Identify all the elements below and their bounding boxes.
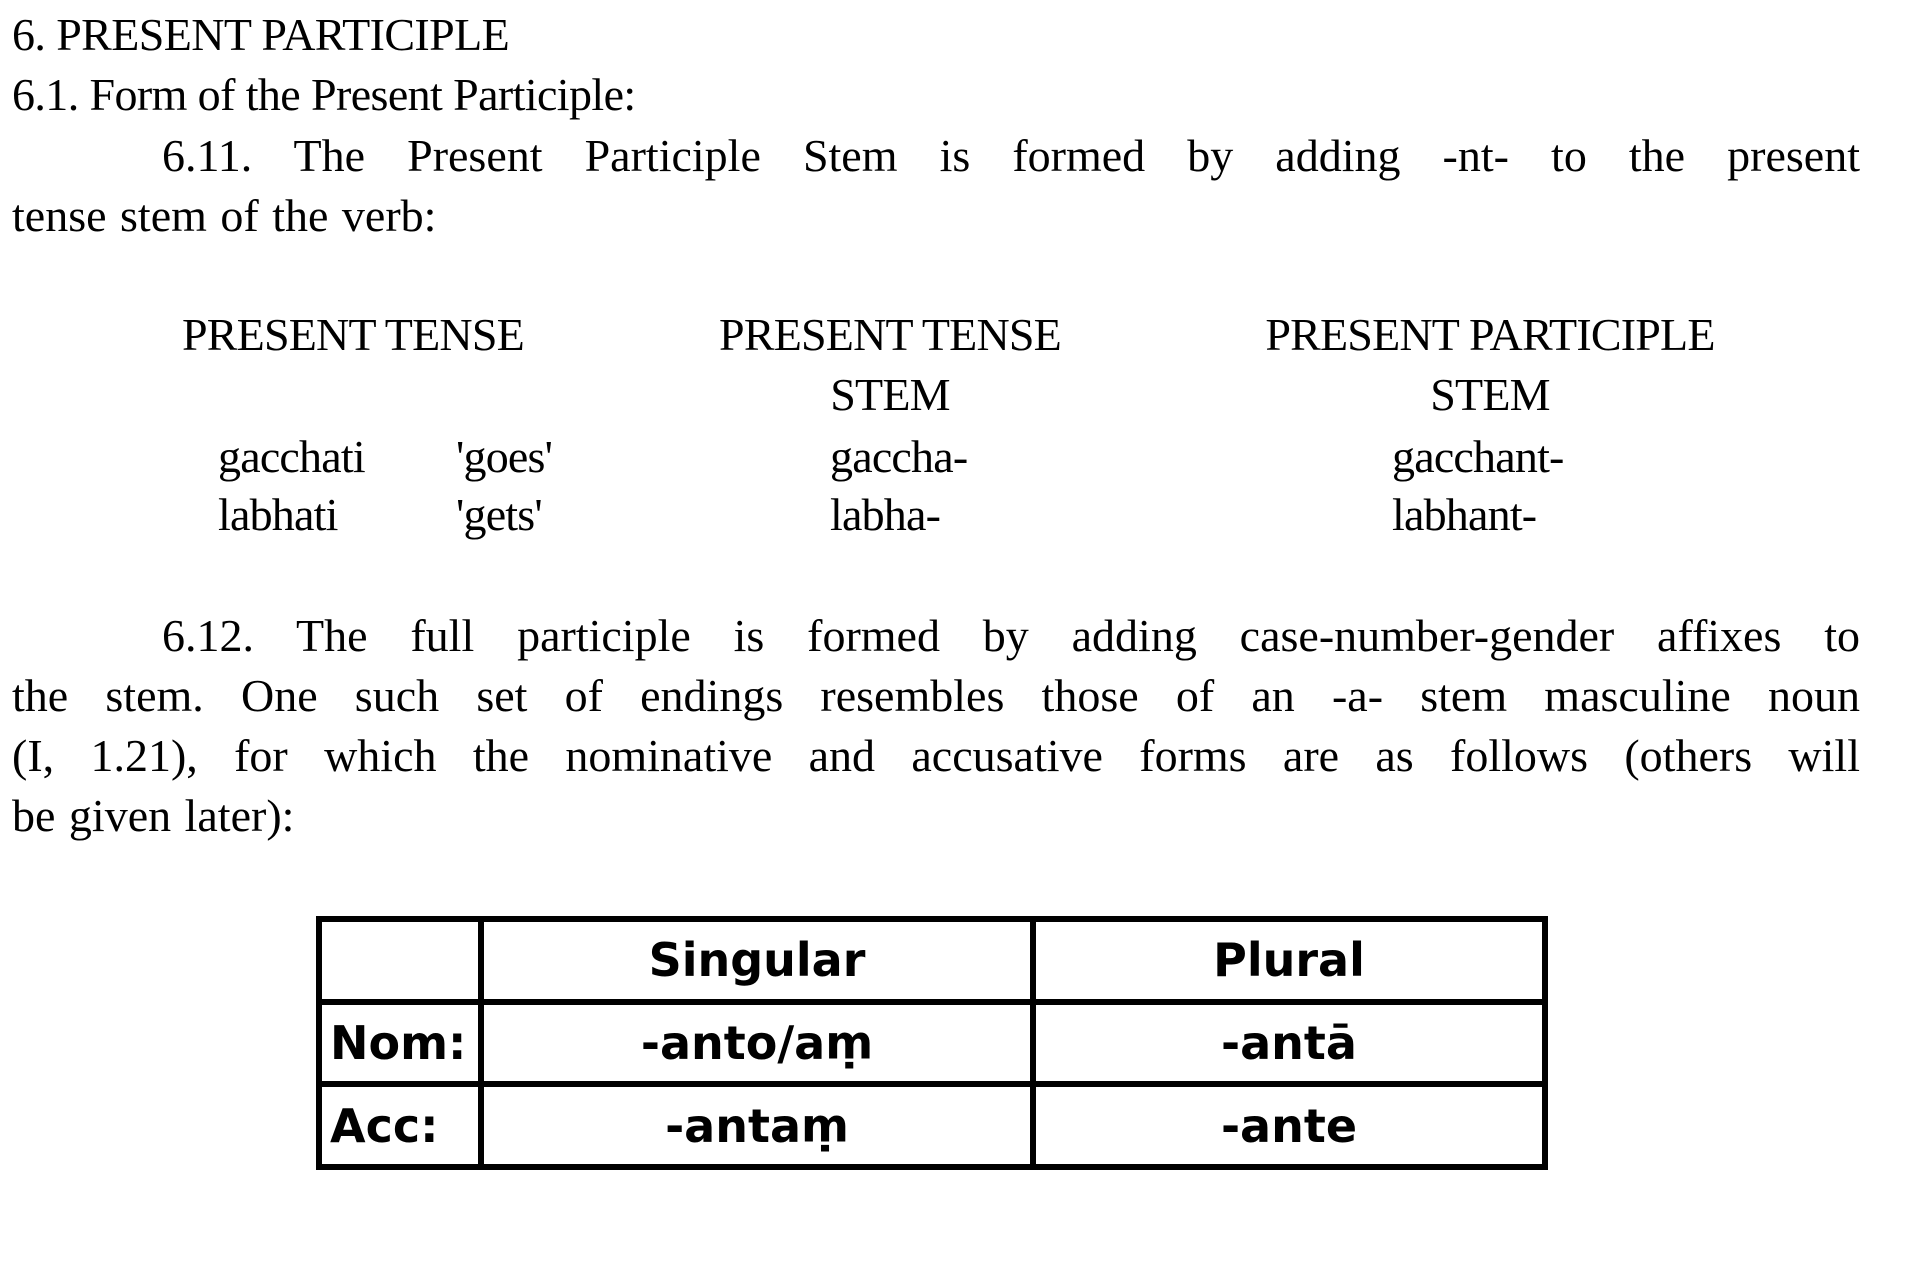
header-participle-stem-line-1: PRESENT PARTICIPLE bbox=[1265, 309, 1715, 360]
singular-ending: -antaṃ bbox=[481, 1084, 1033, 1167]
stem-cell: labha- bbox=[830, 489, 941, 540]
singular-ending: -anto/aṃ bbox=[481, 1002, 1033, 1085]
subsection-heading: 6.1. Form of the Present Participle: bbox=[12, 69, 636, 120]
paragraph-6-12-line-1: 6.12. The full participle is formed by adding case-number-gender affixes to bbox=[162, 610, 1860, 661]
paragraph-6-12-line-4: be given later): bbox=[12, 790, 295, 841]
verb-cell: gacchati bbox=[218, 431, 365, 482]
header-present-tense-stem-line-2: STEM bbox=[830, 369, 950, 420]
table-row bbox=[319, 1002, 1545, 1085]
verb-cell: labhati bbox=[218, 489, 338, 540]
section-heading: 6. PRESENT PARTICIPLE bbox=[12, 9, 510, 60]
plural-header: Plural bbox=[1033, 919, 1545, 1002]
gloss-cell: 'gets' bbox=[456, 489, 542, 540]
stem-cell: gaccha- bbox=[830, 431, 968, 482]
plural-ending: -ante bbox=[1033, 1084, 1545, 1167]
participle-cell: labhant- bbox=[1392, 489, 1537, 540]
table-header-row bbox=[319, 919, 1545, 1002]
endings-table bbox=[316, 916, 1548, 1170]
table-row bbox=[319, 1084, 1545, 1167]
gloss-cell: 'goes' bbox=[456, 431, 553, 482]
plural-ending: -antā bbox=[1033, 1002, 1545, 1085]
case-label: Nom: bbox=[319, 1002, 481, 1085]
header-present-tense-stem-line-1: PRESENT TENSE bbox=[719, 309, 1061, 360]
paragraph-6-12-line-2: the stem. One such set of endings resembles those of an -a- stem masculine noun bbox=[12, 670, 1860, 721]
corner-cell bbox=[319, 919, 481, 1002]
singular-header: Singular bbox=[481, 919, 1033, 1002]
paragraph-6-11-line-2: tense stem of the verb: bbox=[12, 190, 437, 241]
header-present-tense: PRESENT TENSE bbox=[182, 309, 524, 360]
paragraph-6-11-line-1: 6.11. The Present Participle Stem is formed by adding -nt- to the present bbox=[162, 130, 1860, 181]
participle-cell: gacchant- bbox=[1392, 431, 1564, 482]
case-label: Acc: bbox=[319, 1084, 481, 1167]
paragraph-6-12-line-3: (I, 1.21), for which the nominative and accusative forms are as follows (others will bbox=[12, 730, 1860, 781]
header-participle-stem-line-2: STEM bbox=[1430, 369, 1550, 420]
